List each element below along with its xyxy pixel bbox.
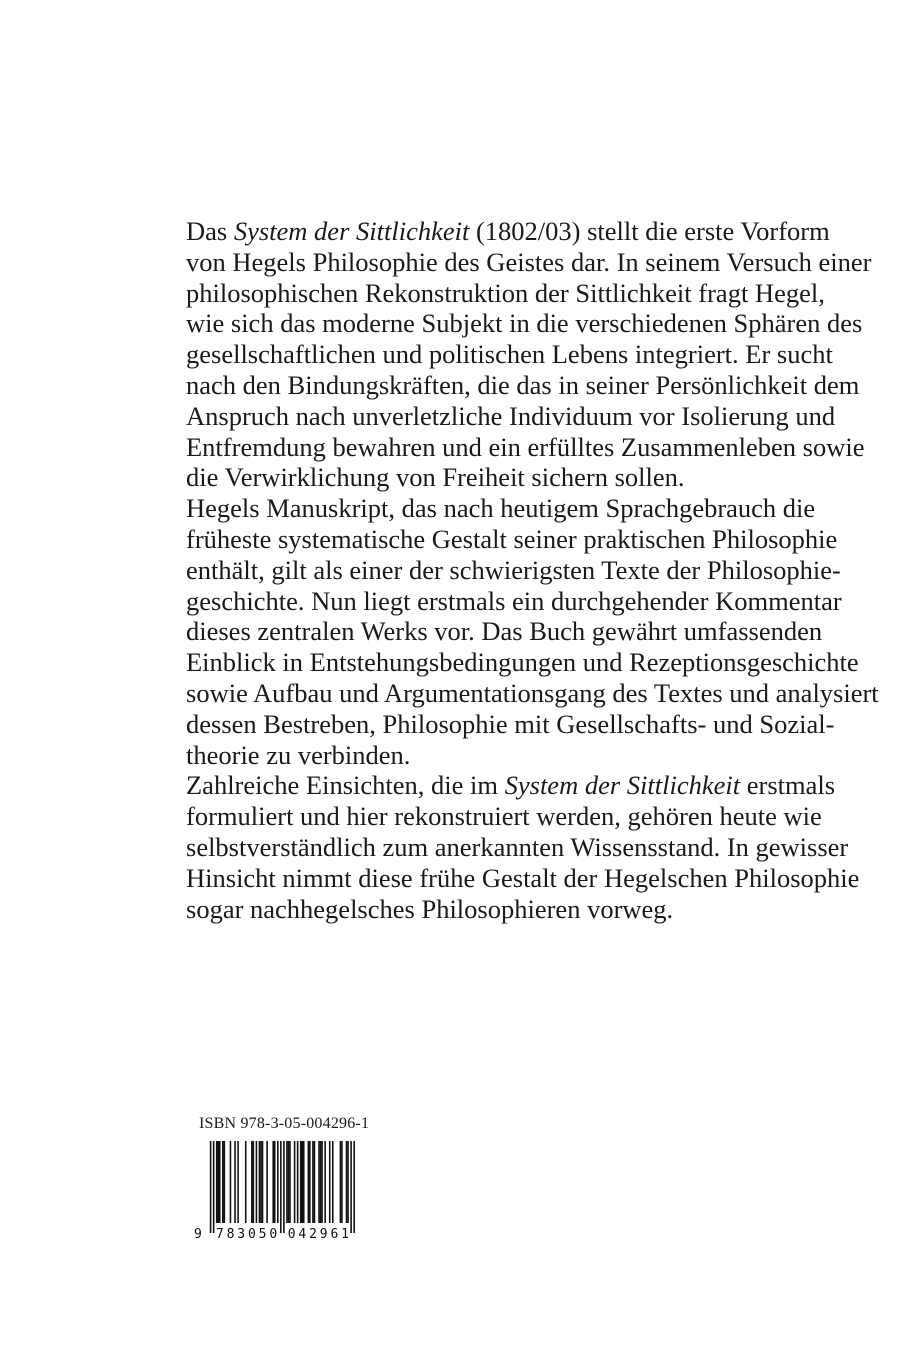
- barcode-bar: [303, 1141, 305, 1223]
- blurb-line: [186, 277, 825, 309]
- barcode-bar: [309, 1141, 311, 1223]
- blurb-line: [186, 862, 860, 894]
- blurb-line: [186, 770, 836, 801]
- barcode-bar: [277, 1141, 279, 1223]
- barcode-bar: [347, 1141, 349, 1223]
- barcode-bar: [341, 1141, 343, 1223]
- barcode-bar: [256, 1141, 258, 1223]
- barcode-digit: 3: [237, 1227, 246, 1241]
- barcode-digit: 0: [287, 1227, 296, 1241]
- barcode-bar: [314, 1141, 316, 1223]
- blurb-line: [186, 708, 835, 740]
- barcode-bar: [266, 1141, 268, 1223]
- ean-barcode: [193, 1139, 361, 1241]
- blurb-line: [186, 339, 833, 370]
- blurb-text-segment: theorie zu verbinden.: [186, 739, 411, 770]
- blurb-line: [186, 462, 776, 493]
- barcode-bar: [219, 1141, 221, 1223]
- blurb-text-segment: Entfremdung bewahren und ein erfülltes Zusammenleben sowie: [186, 431, 865, 462]
- blurb-text-segment: Zahlreiche Einsichten, die im: [186, 770, 505, 801]
- barcode-digit: 0: [269, 1227, 278, 1241]
- barcode-bar: [297, 1141, 299, 1223]
- blurb-line: [186, 554, 841, 586]
- blurb-text-segment: dieses zentralen Werks vor. Das Buch gewährt umfassenden: [186, 616, 823, 647]
- barcode-bar: [234, 1141, 236, 1223]
- blurb-text-segment: geschichte. Nun liegt erstmals ein durchgehender Kommentar: [186, 585, 842, 616]
- blurb-line: [186, 493, 816, 524]
- barcode-bar: [253, 1141, 255, 1223]
- blurb-text-segment: nach den Bindungskräften, die das in seiner Persönlichkeit dem: [186, 369, 860, 400]
- italic-title-text: System der Sittlichkeit: [233, 216, 470, 246]
- blurb-line: [186, 831, 849, 863]
- blurb-text-segment: Anspruch nach unverletzliche Individuum vor Isolierung und: [186, 400, 836, 431]
- barcode-digit: 9: [319, 1227, 328, 1241]
- blurb-line: [186, 369, 860, 401]
- barcode-bar: [312, 1141, 314, 1223]
- blurb-text-segment: sogar nachhegelsches Philosophieren vorweg.: [186, 893, 674, 924]
- barcode-bar: [329, 1141, 331, 1223]
- barcode-bar: [230, 1141, 232, 1223]
- barcode-bar: [237, 1141, 239, 1223]
- barcode-bar: [222, 1141, 224, 1223]
- blurb-line: [186, 647, 859, 678]
- blurb-text-segment: wie sich das moderne Subjekt in die verschiedenen Sphären des: [186, 308, 863, 339]
- barcode-digit: 0: [247, 1227, 256, 1241]
- blurb-text-segment: Hinsicht nimmt diese frühe Gestalt der Hegelschen Philosophie: [186, 862, 860, 893]
- isbn-label: ISBN 978-3-05-004296-1: [199, 1115, 370, 1132]
- blurb-text-segment: enthält, gilt als einer der schwierigsten Texte der Philosophie-: [186, 554, 841, 585]
- barcode-bar: [286, 1141, 288, 1223]
- barcode-bar: [259, 1141, 261, 1223]
- barcode-bar: [288, 1141, 290, 1223]
- blurb-text-segment: formuliert und hier rekonstruiert werden, gehören heute wie: [186, 801, 822, 832]
- italic-title-text: System der Sittlichkeit: [504, 770, 741, 801]
- blurb-text: [186, 216, 879, 924]
- blurb-text-segment: früheste systematische Gestalt seiner praktischen Philosophie: [186, 523, 838, 554]
- barcode-bar: [332, 1141, 334, 1223]
- blurb-text-segment: Einblick in Entstehungsbedingungen und Rezeptionsgeschichte: [186, 647, 859, 678]
- blurb-text-segment: philosophischen Rekonstruktion der Sittlichkeit fragt Hegel,: [186, 277, 825, 308]
- barcode-digit: 9: [194, 1227, 202, 1241]
- blurb-line: [186, 677, 879, 709]
- barcode-bar: [251, 1141, 253, 1223]
- blurb-text-segment: Das: [186, 216, 234, 246]
- barcode-bar: [245, 1141, 247, 1223]
- blurb-text-segment: selbstverständlich zum anerkannten Wissensstand. In gewisser: [186, 831, 849, 862]
- barcode-bar: [300, 1141, 302, 1223]
- blurb-line: [186, 585, 842, 617]
- barcode-bar: [308, 1141, 310, 1223]
- barcode-digit: 7: [215, 1227, 224, 1241]
- blurb-line: [186, 400, 836, 432]
- blurb-text-segment: dessen Bestreben, Philosophie mit Gesellschafts- und Sozial-: [186, 708, 835, 739]
- barcode-digit: 8: [226, 1227, 235, 1241]
- barcode-bar: [350, 1141, 352, 1233]
- barcode-bar: [260, 1141, 262, 1223]
- barcode-bar: [321, 1141, 323, 1223]
- barcode-bar: [353, 1141, 355, 1233]
- blurb-text-segment: von Hegels Philosophie des Geistes dar. In seinem Versuch einer: [186, 246, 872, 277]
- barcode-bar: [216, 1141, 218, 1223]
- barcode-bar: [210, 1141, 212, 1233]
- barcode-digit: 4: [298, 1227, 307, 1241]
- blurb-text-segment: gesellschaftlichen und politischen Lebens integriert. Er sucht: [186, 339, 833, 370]
- barcode-bar: [294, 1141, 296, 1223]
- barcode-bar: [224, 1141, 226, 1223]
- barcode-bar: [217, 1141, 219, 1223]
- barcode-bar: [274, 1141, 276, 1223]
- barcode-digit: 6: [330, 1227, 339, 1241]
- barcode-bar: [301, 1141, 303, 1223]
- blurb-text-segment: (1802/03) stellt die erste Vorform: [469, 216, 830, 246]
- blurb-line: [186, 246, 872, 278]
- blurb-text-segment: die Verwirklichung von Freiheit sichern sollen.: [186, 462, 685, 493]
- blurb-line: [186, 894, 776, 925]
- blurb-line: [186, 216, 830, 247]
- blurb-line: [186, 523, 838, 555]
- barcode-bar: [283, 1141, 285, 1233]
- barcode-bar: [324, 1141, 326, 1223]
- blurb-text-segment: Hegels Manuskript, das nach heutigem Sprachgebrauch die: [186, 493, 816, 524]
- barcode-bar: [320, 1141, 322, 1223]
- barcode-bar: [340, 1141, 342, 1223]
- blurb-text-segment: erstmals: [740, 770, 836, 801]
- barcode-bar: [272, 1141, 274, 1223]
- barcode-bar: [318, 1141, 320, 1223]
- barcode-digit: 5: [258, 1227, 267, 1241]
- barcode-bar: [280, 1141, 282, 1233]
- blurb-line: [186, 308, 863, 339]
- barcode-digit: 2: [309, 1227, 317, 1241]
- blurb-line: [186, 801, 822, 832]
- blurb-line: [186, 431, 865, 463]
- blurb-line: [186, 616, 823, 647]
- blurb-line: [186, 740, 776, 771]
- barcode-bar: [346, 1141, 348, 1223]
- barcode-bar: [262, 1141, 264, 1223]
- barcode-bar: [289, 1141, 291, 1223]
- blurb-text-segment: sowie Aufbau und Argumentationsgang des Textes und analysiert: [186, 677, 879, 708]
- barcode-digit: 1: [341, 1227, 349, 1241]
- barcode-bar: [213, 1141, 215, 1233]
